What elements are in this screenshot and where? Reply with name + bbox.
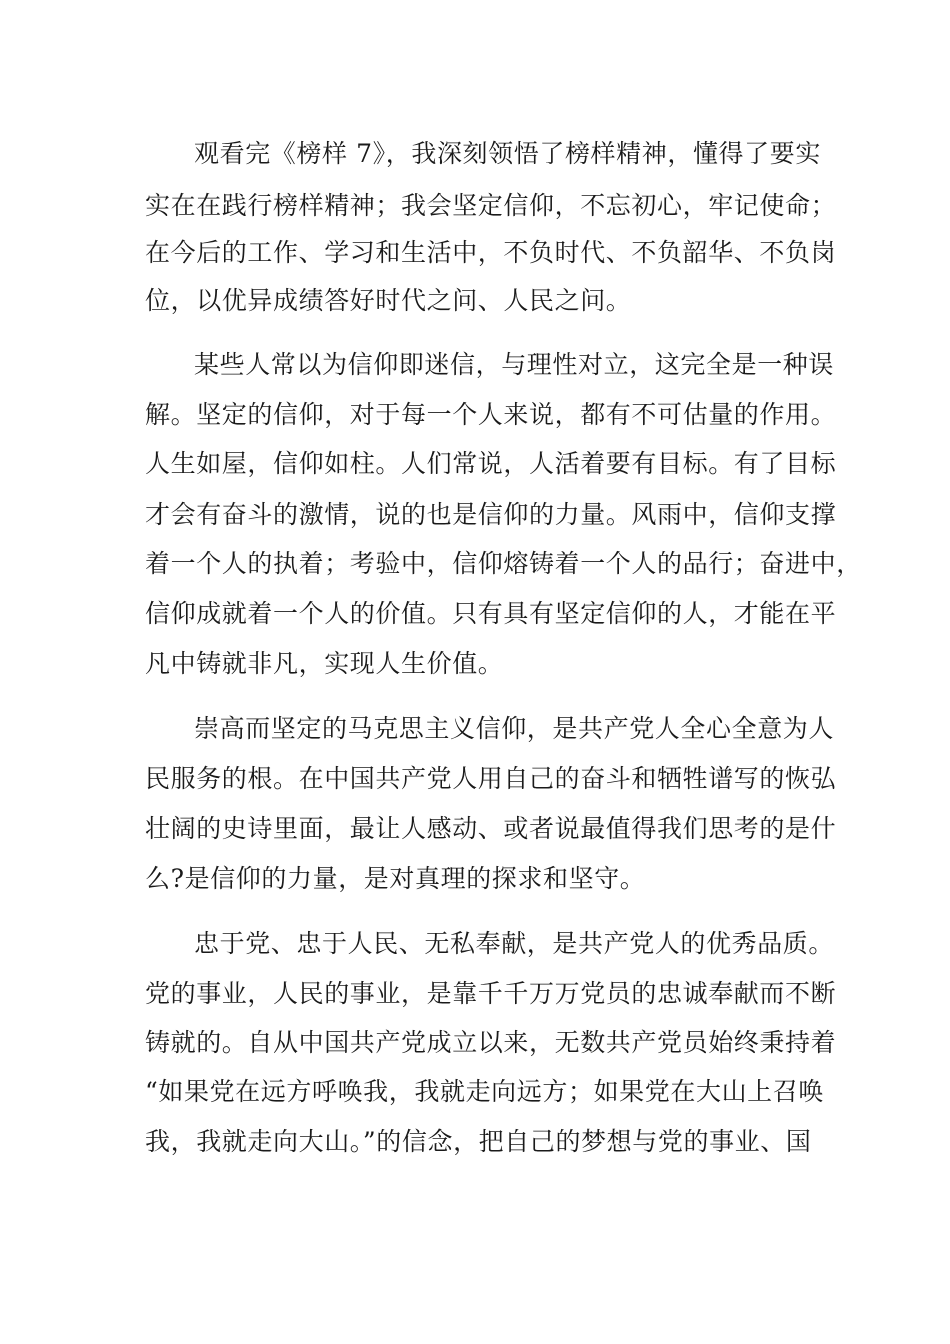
text-line: 我，我就走向大山。”的信念，把自己的梦想与党的事业、国 xyxy=(145,1127,812,1156)
text-line: 着一个人的执着；考验中，信仰熔铸着一个人的品行；奋进中， xyxy=(145,549,862,578)
text-line: 民服务的根。在中国共产党人用自己的奋斗和牺牲谱写的恢弘 xyxy=(145,764,837,793)
text-line: 凡中铸就非凡，实现人生价值。 xyxy=(145,649,504,678)
text-line: 人生如屋，信仰如柱。人们常说，人活着要有目标。有了目标 xyxy=(145,449,837,478)
text-line: 位，以优异成绩答好时代之问、人民之问。 xyxy=(145,286,632,315)
text-line: 某些人常以为信仰即迷信，与理性对立，这完全是一种误 xyxy=(194,350,835,379)
text-line: 壮阔的史诗里面，最让人感动、或者说最值得我们思考的是什 xyxy=(145,814,837,843)
text-line: 党的事业，人民的事业，是靠千千万万党员的忠诚奉献而不断 xyxy=(145,979,837,1008)
text-line: 铸就的。自从中国共产党成立以来，无数共产党员始终秉持着 xyxy=(145,1028,837,1057)
text-line: 信仰成就着一个人的价值。只有具有坚定信仰的人，才能在平 xyxy=(145,599,837,628)
text-line: 解。坚定的信仰，对于每一个人来说，都有不可估量的作用。 xyxy=(145,400,837,429)
text-line: 在今后的工作、学习和生活中，不负时代、不负韶华、不负岗 xyxy=(145,238,837,267)
text-line: 实在在践行榜样精神；我会坚定信仰，不忘初心，牢记使命； xyxy=(145,191,837,220)
text-line: 观看完《榜样 7》，我深刻领悟了榜样精神，懂得了要实 xyxy=(194,139,821,168)
text-line: “如果党在远方呼唤我，我就走向远方；如果党在大山上召唤 xyxy=(145,1077,824,1106)
text-line: 才会有奋斗的激情，说的也是信仰的力量。风雨中，信仰支撑 xyxy=(145,500,837,529)
text-line: 么?是信仰的力量，是对真理的探求和坚守。 xyxy=(145,864,646,893)
text-line: 崇高而坚定的马克思主义信仰，是共产党人全心全意为人 xyxy=(194,714,835,743)
text-line: 忠于党、忠于人民、无私奉献，是共产党人的优秀品质。 xyxy=(194,929,835,958)
